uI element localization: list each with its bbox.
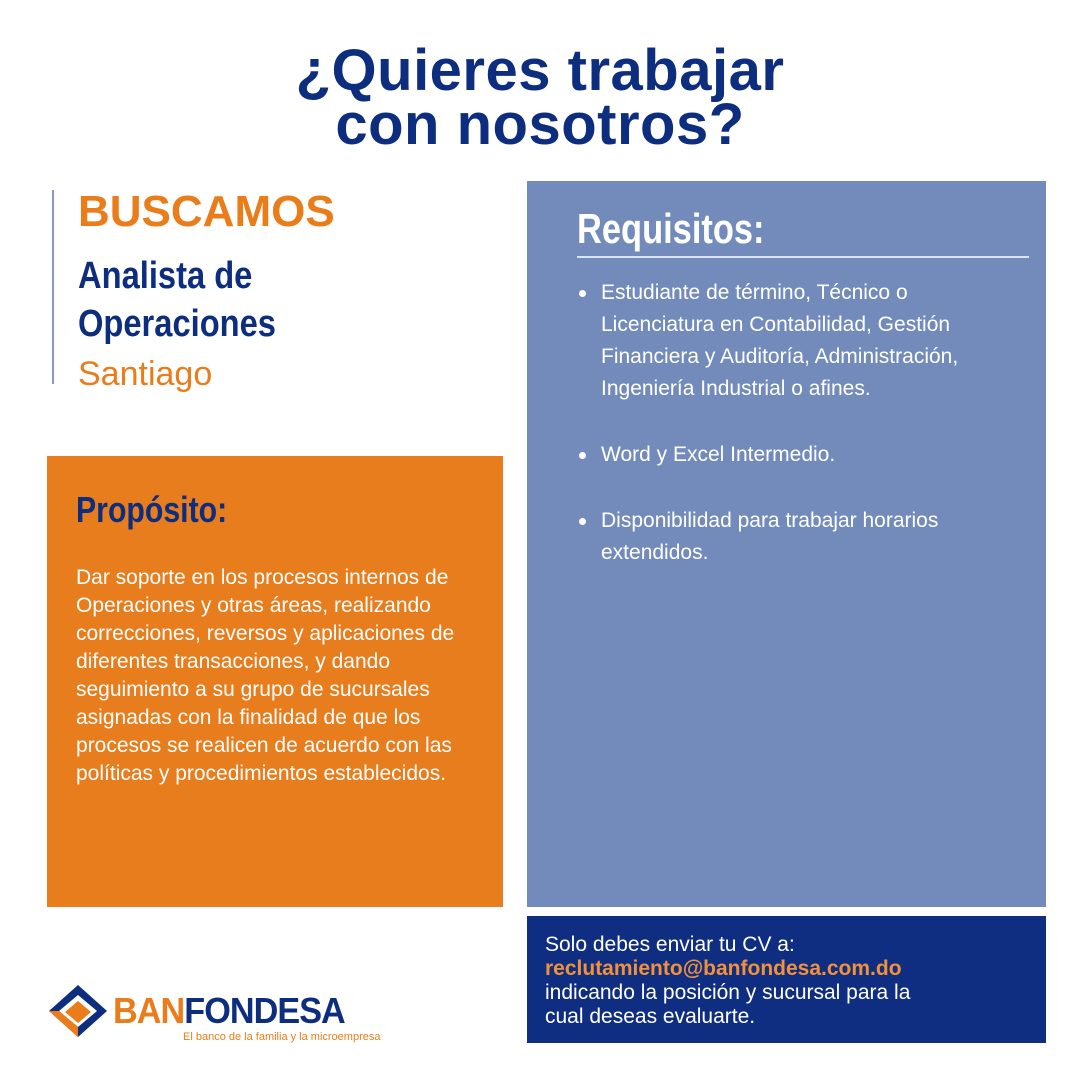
- purpose-heading: Propósito:: [76, 489, 228, 530]
- position-line-2: Operaciones: [78, 303, 276, 345]
- job-location: Santiago: [78, 355, 213, 393]
- logo-tagline: El banco de la familia y la microempresa: [183, 1031, 381, 1043]
- bullet-icon: [579, 452, 586, 459]
- contact-note-line-2: cual deseas evaluarte.: [545, 1005, 756, 1028]
- purpose-panel: [47, 456, 503, 907]
- requirements-heading: Requisitos:: [577, 205, 765, 252]
- contact-text: [545, 933, 1025, 1029]
- logo-mark-icon: [47, 983, 109, 1039]
- contact-note-line-1: indicando la posición y sucursal para la: [545, 981, 911, 1004]
- bullet-icon: [579, 518, 586, 525]
- requirement-item: [577, 505, 1017, 569]
- requirements-panel: [527, 181, 1046, 907]
- requirement-item: [577, 439, 1017, 471]
- title-line-1: ¿Quieres trabajar: [295, 38, 785, 103]
- requirement-text: Estudiante de término, Técnico o Licenciatura en Contabilidad, Gestión Financiera y Auditoría, Administración, Ingeniería Industrial o afines.: [601, 281, 959, 400]
- logo-name-part-2: FONDESA: [184, 990, 345, 1031]
- requirement-text: Word y Excel Intermedio.: [601, 443, 836, 466]
- requirement-text: Disponibilidad para trabajar horarios extendidos.: [601, 509, 939, 564]
- position-line-1: Analista de: [78, 255, 253, 297]
- contact-instruction: Solo debes enviar tu CV a:: [545, 933, 795, 956]
- logo-wordmark: [113, 991, 345, 1031]
- requirement-item: [577, 277, 1017, 405]
- requirements-divider: [577, 256, 1029, 258]
- purpose-text: Dar soporte en los procesos internos de Operaciones y otras áreas, realizando correcciones, reversos y aplicaciones de diferentes transacciones, y dando seguimiento a su grupo de sucursales asignadas con la finalidad de que los procesos se realicen de acuerdo con las políticas y procedimientos establecidos.: [76, 566, 455, 785]
- contact-panel: [527, 916, 1046, 1043]
- logo-name-part-1: BAN: [113, 990, 185, 1031]
- bullet-icon: [579, 290, 586, 297]
- job-header: [52, 187, 494, 393]
- banfondesa-logo: [47, 983, 381, 1047]
- buscamos-label: BUSCAMOS: [78, 187, 335, 236]
- page-title: [0, 38, 1080, 157]
- requirements-list: [577, 277, 1017, 603]
- job-position-title: [78, 252, 422, 348]
- title-line-2: con nosotros?: [335, 92, 745, 157]
- contact-email-link[interactable]: reclutamiento@banfondesa.com.do: [545, 957, 902, 980]
